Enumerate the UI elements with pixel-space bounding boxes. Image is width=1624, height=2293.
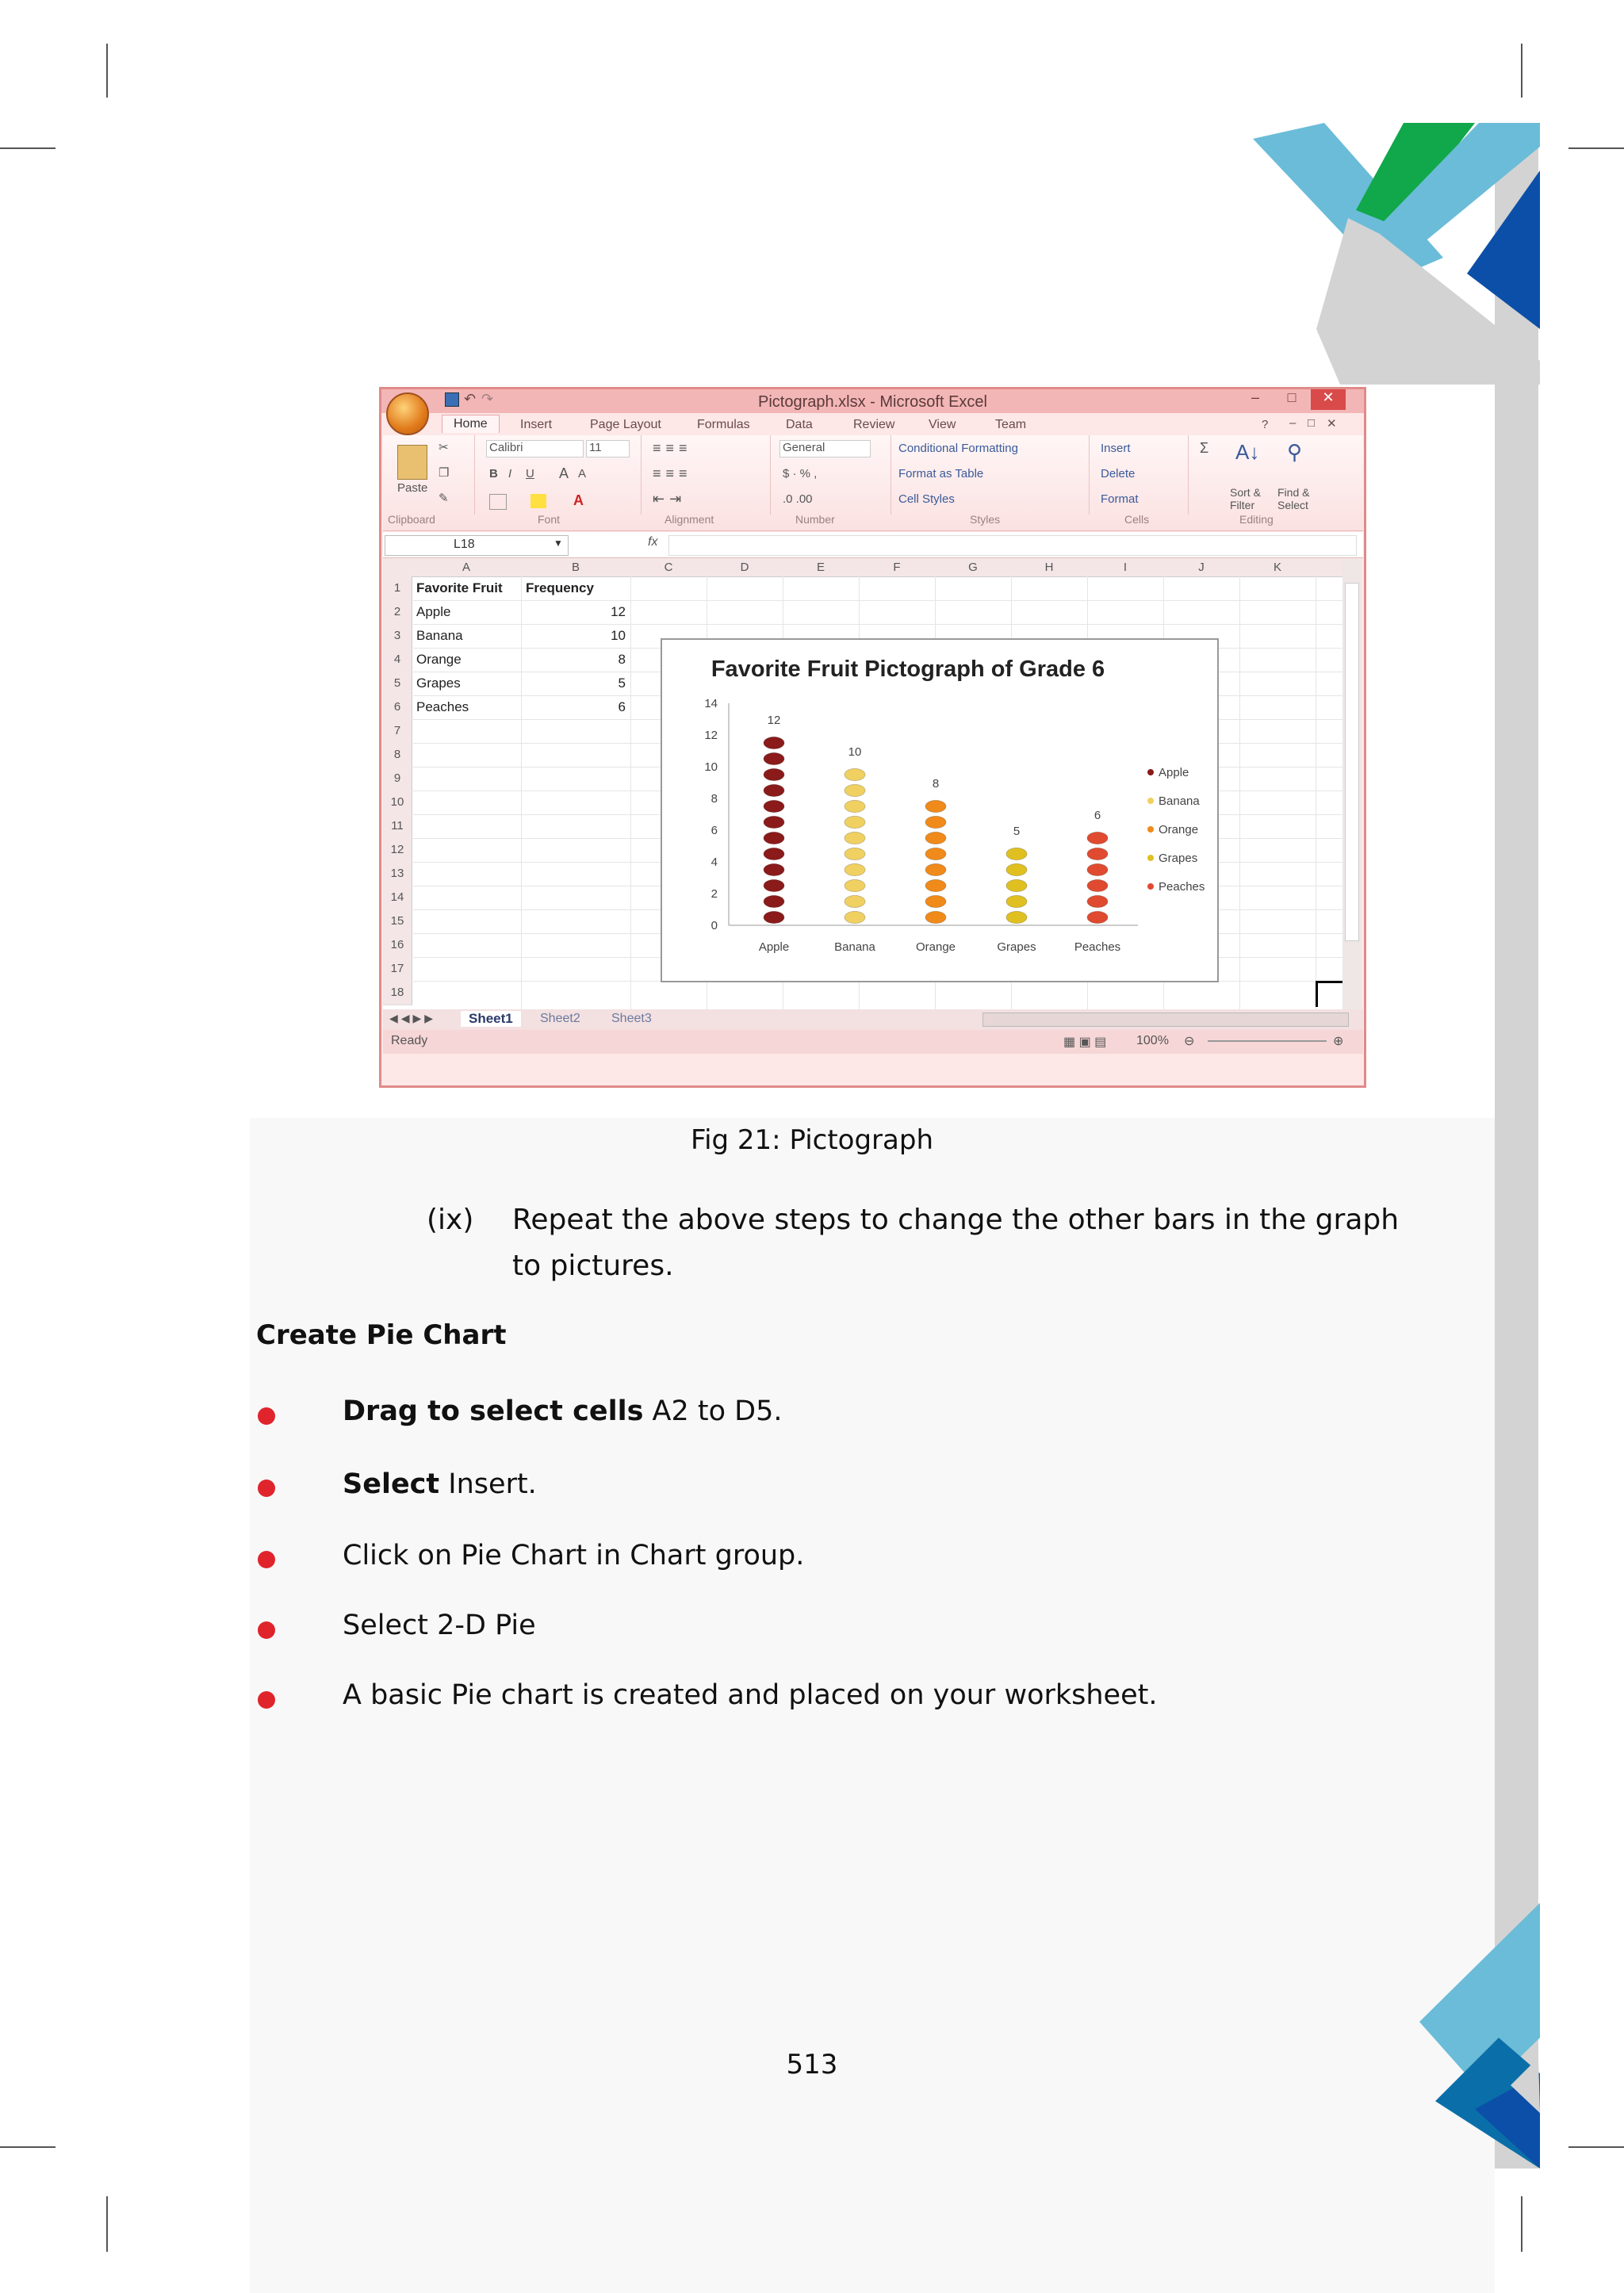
y-tick-label: 6 <box>710 824 718 837</box>
tab-review[interactable]: Review <box>853 418 895 431</box>
cell-b6[interactable]: 6 <box>618 699 626 714</box>
pictograph-icon <box>1006 911 1027 923</box>
pictograph-icon <box>925 832 946 844</box>
chevron-down-icon[interactable]: ▼ <box>553 538 563 549</box>
legend-label: Banana <box>1159 794 1200 808</box>
pictograph-icon <box>1006 879 1027 891</box>
copy-icon[interactable]: ❐ <box>439 466 450 480</box>
tab-team[interactable]: Team <box>995 418 1027 431</box>
pictograph-icon <box>925 911 946 923</box>
row-header[interactable]: 8 <box>383 743 412 768</box>
window-title: Pictograph.xlsx - Microsoft Excel <box>758 393 987 411</box>
cell-styles-button[interactable]: Cell Styles <box>898 492 955 506</box>
pictograph-icon <box>925 863 946 875</box>
step-text-line2: to pictures. <box>512 1250 674 1282</box>
pictograph-icon <box>1087 848 1108 859</box>
row-header[interactable]: 9 <box>383 767 412 791</box>
tab-sheet1[interactable]: Sheet1 <box>461 1011 521 1027</box>
row-header[interactable]: 10 <box>383 790 412 815</box>
row-header[interactable]: 16 <box>383 933 412 958</box>
legend-marker <box>1147 855 1154 861</box>
pictograph-icon <box>845 816 865 828</box>
legend-marker <box>1147 883 1154 890</box>
chart-canvas <box>662 640 1217 981</box>
bold-icon[interactable]: B <box>489 467 498 480</box>
sheet-tab-bar <box>383 1009 1363 1030</box>
crop-mark <box>1568 147 1624 149</box>
column-header[interactable]: B <box>521 559 631 577</box>
pictograph-icon <box>845 895 865 907</box>
legend-marker <box>1147 798 1154 804</box>
group-separator <box>474 435 475 515</box>
pictograph-icon <box>1087 895 1108 907</box>
step-text-line1: Repeat the above steps to change the other bars in the graph <box>512 1204 1400 1236</box>
bar-banana[interactable] <box>845 768 865 923</box>
zoom-in-icon[interactable]: ⊕ <box>1333 1035 1344 1048</box>
italic-icon[interactable]: I <box>508 467 512 480</box>
close-button[interactable]: ✕ <box>1311 389 1346 410</box>
decimal-icon[interactable]: .0 .00 <box>783 492 813 506</box>
underline-icon[interactable]: U <box>526 467 534 480</box>
bullet-text: Insert. <box>439 1468 537 1500</box>
format-painter-icon[interactable]: ✎ <box>439 492 449 505</box>
format-as-table-button[interactable]: Format as Table <box>898 467 984 480</box>
crop-mark <box>1568 2146 1624 2148</box>
group-number: Number <box>795 513 835 526</box>
group-cells: Cells <box>1124 513 1150 526</box>
number-format-select[interactable]: General <box>779 440 871 457</box>
sheet-nav-arrows[interactable]: ◀◀▶▶ <box>389 1012 437 1024</box>
currency-icon[interactable]: $ · % , <box>783 467 818 480</box>
align-top-icons[interactable]: ≡≡≡ <box>653 440 692 456</box>
title-bar <box>381 389 1364 413</box>
grid-line <box>1239 576 1240 1009</box>
tab-formulas[interactable]: Formulas <box>697 418 750 431</box>
ribbon <box>383 435 1363 531</box>
cell-b4[interactable]: 8 <box>618 652 626 667</box>
group-separator <box>641 435 642 515</box>
crop-mark <box>0 2146 56 2148</box>
data-label: 12 <box>767 714 781 727</box>
cell-a3[interactable]: Banana <box>416 628 463 643</box>
bar-grapes[interactable] <box>1006 848 1027 923</box>
legend-marker <box>1147 769 1154 775</box>
format-cells-button[interactable]: Format <box>1101 492 1139 506</box>
cell-b5[interactable]: 5 <box>618 676 626 691</box>
pictograph-icon <box>764 768 784 780</box>
bullet-item <box>343 1679 1157 1711</box>
ribbon-close-icon[interactable]: ✕ <box>1327 417 1337 431</box>
cell-b2[interactable]: 12 <box>611 604 626 619</box>
pictograph-icon <box>764 879 784 891</box>
crop-mark <box>106 2196 108 2252</box>
pictograph-icon <box>764 911 784 923</box>
tab-data[interactable]: Data <box>786 418 813 431</box>
group-clipboard: Clipboard <box>388 513 435 526</box>
pictograph-icon <box>845 800 865 812</box>
step-marker: (ix) <box>427 1204 474 1236</box>
ribbon-minimize-icon[interactable]: – <box>1289 416 1297 430</box>
figure-caption: Fig 21: Pictograph <box>691 1124 933 1156</box>
bar-apple[interactable] <box>764 737 784 923</box>
bullet-item <box>343 1468 537 1500</box>
row-header[interactable]: 3 <box>383 624 412 649</box>
redo-icon[interactable]: ↷ <box>481 391 494 407</box>
data-label: 8 <box>932 777 940 790</box>
cell-a4[interactable]: Orange <box>416 652 462 667</box>
ribbon-tabs <box>381 413 1364 437</box>
chart[interactable] <box>661 638 1219 982</box>
corner-decoration-bottom <box>1411 1903 1540 2169</box>
y-tick-label: 2 <box>710 887 718 901</box>
paste-button[interactable]: Paste <box>397 481 428 495</box>
pictograph-icon <box>925 879 946 891</box>
column-header[interactable]: C <box>630 559 707 577</box>
select-all-corner[interactable] <box>383 559 412 577</box>
formula-input[interactable] <box>668 535 1357 556</box>
column-header[interactable]: J <box>1163 559 1240 577</box>
pictograph-icon <box>764 832 784 844</box>
column-header[interactable]: H <box>1011 559 1088 577</box>
bullet-item <box>343 1610 536 1641</box>
section-heading: Create Pie Chart <box>256 1319 507 1351</box>
scroll-thumb[interactable] <box>1345 583 1359 941</box>
column-header[interactable]: D <box>707 559 783 577</box>
pictograph-icon <box>845 863 865 875</box>
bullet-text: Click on Pie Chart in Chart group. <box>343 1540 805 1571</box>
bullet-text: Select 2-D Pie <box>343 1610 536 1641</box>
selected-cell[interactable] <box>1316 981 1343 1007</box>
minimize-button[interactable]: – <box>1251 389 1259 405</box>
function-icon[interactable]: fx <box>648 535 658 549</box>
sort-filter-button[interactable]: Sort & Filter <box>1230 486 1261 511</box>
pictograph-icon <box>1006 848 1027 859</box>
pictograph-icon <box>845 911 865 923</box>
indent-icons[interactable]: ⇤⇥ <box>653 491 687 507</box>
pictograph-icon <box>1087 863 1108 875</box>
data-label: 10 <box>848 745 862 759</box>
data-label: 5 <box>1013 825 1021 838</box>
bar-orange[interactable] <box>925 800 946 923</box>
ribbon-restore-icon[interactable]: □ <box>1308 416 1316 430</box>
status-bar <box>383 1030 1363 1054</box>
row-header[interactable]: 15 <box>383 909 412 934</box>
autosum-icon[interactable]: Σ <box>1200 440 1209 456</box>
align-center-icons[interactable]: ≡≡≡ <box>653 465 692 481</box>
maximize-button[interactable]: □ <box>1287 389 1297 405</box>
pictograph-icon <box>1006 863 1027 875</box>
vertical-scrollbar[interactable] <box>1342 559 1362 1009</box>
crop-mark <box>1521 2196 1522 2252</box>
pictograph-icon <box>764 816 784 828</box>
font-name-select[interactable]: Calibri <box>486 440 584 457</box>
pictograph-icon <box>764 752 784 764</box>
pictograph-icon <box>845 784 865 796</box>
pictograph-icon <box>845 832 865 844</box>
column-header[interactable]: I <box>1087 559 1164 577</box>
pictograph-icon <box>764 800 784 812</box>
sort-icon: A↓ <box>1235 440 1260 464</box>
row-header[interactable]: 13 <box>383 862 412 886</box>
pictograph-icon <box>764 737 784 748</box>
view-buttons[interactable]: ▦ ▣ ▤ <box>1063 1035 1107 1049</box>
zoom-slider[interactable] <box>1208 1040 1327 1042</box>
row-header[interactable]: 14 <box>383 886 412 910</box>
horizontal-scrollbar[interactable] <box>982 1013 1349 1027</box>
row-header[interactable]: 4 <box>383 648 412 672</box>
column-header[interactable] <box>1316 559 1343 577</box>
bullet-marker <box>258 1407 275 1425</box>
pictograph-icon <box>925 895 946 907</box>
corner-decoration-top <box>1245 123 1540 385</box>
x-tick-label: Peaches <box>1074 940 1121 954</box>
fill-color-icon[interactable] <box>530 494 546 508</box>
cell-b1[interactable]: Frequency <box>526 580 594 595</box>
pictograph-icon <box>764 848 784 859</box>
row-header[interactable]: 5 <box>383 672 412 696</box>
pictograph-icon <box>764 863 784 875</box>
pictograph-icon <box>925 800 946 812</box>
paste-icon <box>397 445 427 480</box>
column-header[interactable]: F <box>859 559 936 577</box>
undo-icon[interactable]: ↶ <box>464 391 477 407</box>
group-editing: Editing <box>1239 513 1274 526</box>
pictograph-icon <box>845 848 865 859</box>
binoculars-icon: ⚲ <box>1287 440 1303 464</box>
grow-font-icon[interactable]: A <box>559 465 569 481</box>
column-header[interactable]: K <box>1239 559 1316 577</box>
bullet-marker <box>258 1621 275 1639</box>
status-text: Ready <box>391 1034 428 1047</box>
y-tick-label: 8 <box>710 792 718 806</box>
group-separator <box>1188 435 1189 515</box>
crop-mark <box>0 147 56 149</box>
legend <box>1147 766 1205 894</box>
delete-cells-button[interactable]: Delete <box>1101 467 1136 480</box>
bullet-marker <box>258 1480 275 1497</box>
group-styles: Styles <box>970 513 1001 526</box>
row-header[interactable]: 12 <box>383 838 412 863</box>
x-tick-label: Apple <box>758 940 790 954</box>
tab-view[interactable]: View <box>929 418 956 431</box>
tab-sheet3[interactable]: Sheet3 <box>611 1012 652 1025</box>
legend-label: Orange <box>1159 823 1199 836</box>
y-tick-label: 14 <box>704 697 718 710</box>
x-tick-label: Grapes <box>997 940 1036 954</box>
shrink-font-icon[interactable]: A <box>578 467 587 480</box>
conditional-formatting-button[interactable]: Conditional Formatting <box>898 442 1018 455</box>
font-color-icon[interactable]: A <box>573 492 584 508</box>
row-header[interactable]: 17 <box>383 957 412 982</box>
name-box[interactable] <box>385 535 569 556</box>
page-number: 513 <box>786 2049 838 2081</box>
tab-page-layout[interactable]: Page Layout <box>590 418 661 431</box>
cell-a1[interactable]: Favorite Fruit <box>416 580 503 595</box>
find-select-button[interactable]: Find & Select <box>1277 486 1310 511</box>
legend-label: Peaches <box>1159 880 1205 894</box>
bullet-text: A basic Pie chart is created and placed on your worksheet. <box>343 1679 1158 1711</box>
cell-b3[interactable]: 10 <box>611 628 626 643</box>
data-label: 6 <box>1094 809 1101 822</box>
spreadsheet-grid[interactable] <box>383 559 1342 1009</box>
y-tick-label: 4 <box>710 856 718 869</box>
x-axis-labels <box>759 940 1120 954</box>
pictograph-icon <box>925 848 946 859</box>
group-font: Font <box>538 513 561 526</box>
tab-sheet2[interactable]: Sheet2 <box>540 1012 580 1025</box>
row-header[interactable]: 6 <box>383 695 412 720</box>
group-separator <box>1089 435 1090 515</box>
row-header[interactable]: 2 <box>383 600 412 625</box>
help-icon[interactable]: ? <box>1262 418 1269 431</box>
cell-a6[interactable]: Peaches <box>416 699 469 714</box>
zoom-out-icon[interactable]: ⊖ <box>1184 1035 1195 1048</box>
chart-title: Favorite Fruit Pictograph of Grade 6 <box>710 657 1105 682</box>
crop-mark <box>106 44 108 98</box>
y-tick-label: 0 <box>710 919 718 932</box>
pictograph-icon <box>845 879 865 891</box>
bullet-marker <box>258 1691 275 1709</box>
cut-icon[interactable]: ✂ <box>439 441 449 454</box>
bullet-item <box>343 1395 783 1427</box>
group-separator <box>770 435 771 515</box>
pictograph-icon <box>764 784 784 796</box>
x-tick-label: Orange <box>915 940 956 954</box>
tab-insert[interactable]: Insert <box>520 418 553 431</box>
row-header[interactable]: 11 <box>383 814 412 839</box>
pictograph-icon <box>1087 832 1108 844</box>
insert-cells-button[interactable]: Insert <box>1101 442 1131 455</box>
column-header[interactable]: G <box>935 559 1012 577</box>
borders-icon[interactable] <box>489 494 507 510</box>
save-icon[interactable] <box>445 392 459 407</box>
font-size-select[interactable]: 11 <box>586 440 630 457</box>
legend-label: Apple <box>1159 766 1189 779</box>
column-header[interactable]: A <box>412 559 522 577</box>
bullet-marker <box>258 1551 275 1568</box>
pictograph-icon <box>1006 895 1027 907</box>
crop-mark <box>1521 44 1522 98</box>
tab-home[interactable]: Home <box>442 415 500 433</box>
row-header[interactable]: 18 <box>383 981 412 1005</box>
bars <box>764 714 1108 924</box>
bullet-item <box>343 1540 804 1571</box>
bar-peaches[interactable] <box>1087 832 1108 923</box>
y-tick-label: 12 <box>704 729 718 742</box>
pictograph-icon <box>764 895 784 907</box>
row-header[interactable]: 1 <box>383 576 412 601</box>
y-tick-label: 10 <box>704 760 718 774</box>
legend-label: Grapes <box>1159 852 1198 865</box>
pictograph-icon <box>845 768 865 780</box>
pictograph-icon <box>925 816 946 828</box>
row-header[interactable]: 7 <box>383 719 412 744</box>
x-tick-label: Banana <box>834 940 875 954</box>
excel-window <box>379 387 1366 1088</box>
grid-line <box>630 576 631 1009</box>
bullet-bold-text: Select <box>343 1468 440 1500</box>
bullet-bold-text: Drag to select cells <box>343 1395 644 1427</box>
cell-a5[interactable]: Grapes <box>416 676 461 691</box>
cell-a2[interactable]: Apple <box>416 604 451 619</box>
name-box-value: L18 <box>454 538 475 551</box>
group-alignment: Alignment <box>665 513 714 526</box>
bullet-text: A2 to D5. <box>643 1395 783 1427</box>
zoom-level: 100% <box>1136 1034 1169 1047</box>
legend-marker <box>1147 826 1154 833</box>
pictograph-icon <box>1087 879 1108 891</box>
column-header[interactable]: E <box>783 559 860 577</box>
pictograph-icon <box>1087 911 1108 923</box>
